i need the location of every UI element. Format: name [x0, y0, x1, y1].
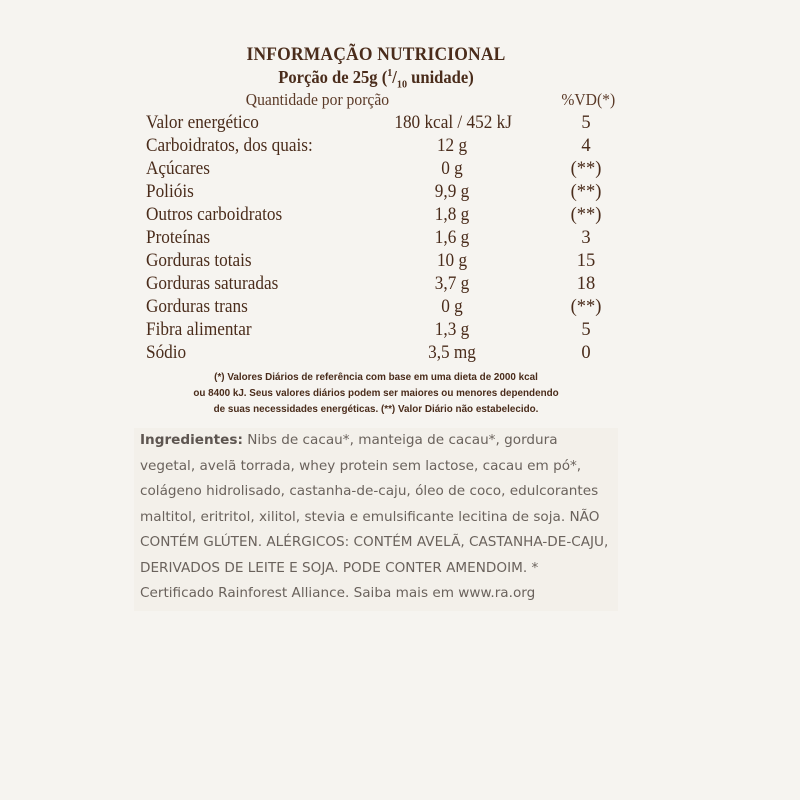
ingredients-label: Ingredientes:	[140, 432, 243, 448]
portion-suffix: unidade)	[407, 67, 474, 87]
nutrition-facts-label	[140, 44, 616, 417]
nutrient-vd: (**)	[570, 205, 602, 225]
nutrient-vd: 0	[581, 343, 591, 363]
nutrient-vd: 15	[576, 251, 596, 271]
nutrient-amount: 12 g	[436, 136, 468, 156]
portion-fraction: $^1/_{10}$	[387, 67, 408, 91]
nutrient-row	[140, 319, 612, 342]
fraction-numerator: 1	[387, 67, 393, 79]
nutrient-amount: 3,5 mg	[428, 343, 476, 363]
nutrient-row	[140, 112, 612, 135]
nutrient-row	[140, 227, 612, 250]
nutrient-row	[140, 273, 612, 296]
footnote-line: de suas necessidades energéticas. (**) Valor Diário não estabelecido.	[213, 403, 539, 415]
nutrient-name: Polióis	[146, 182, 194, 202]
nutrient-vd: 5	[581, 113, 591, 133]
quantity-header: Quantidade por porção	[245, 90, 390, 109]
nutrient-name: Outros carboidratos	[146, 205, 283, 225]
nutrient-name: Fibra alimentar	[146, 320, 252, 340]
nutrient-name: Sódio	[146, 343, 187, 363]
nutrient-amount: 10 g	[436, 251, 468, 271]
footnote	[154, 369, 598, 417]
nutrient-amount: 0 g	[441, 297, 463, 317]
column-headers	[140, 88, 616, 112]
nutrient-row	[140, 181, 612, 204]
ingredients-block	[134, 428, 618, 611]
nutrient-name: Valor energético	[146, 113, 259, 133]
nutrient-name: Açúcares	[146, 159, 211, 179]
portion-prefix: Porção de 25g (	[278, 67, 388, 87]
nutrient-table	[140, 112, 612, 365]
nutrient-amount: 9,9 g	[434, 182, 470, 202]
nutrient-vd: 18	[576, 274, 596, 294]
nutrient-name: Gorduras trans	[146, 297, 248, 317]
nutrient-vd: (**)	[570, 159, 602, 179]
nutrient-amount: 3,7 g	[434, 274, 470, 294]
nutrient-amount: 180 kcal / 452 kJ	[394, 113, 512, 133]
nutrient-name: Gorduras totais	[146, 251, 252, 271]
nutrient-row	[140, 204, 612, 227]
nutrient-amount: 1,6 g	[434, 228, 470, 248]
nutrient-amount: 1,8 g	[434, 205, 470, 225]
nutrient-vd: 5	[581, 320, 591, 340]
fraction-denominator: 10	[396, 78, 408, 91]
nutrient-vd: (**)	[570, 182, 602, 202]
nutrient-row	[140, 135, 612, 158]
nutrient-amount: 1,3 g	[434, 320, 470, 340]
nutrient-name: Gorduras saturadas	[146, 274, 279, 294]
nutrient-name: Proteínas	[146, 228, 211, 248]
footnote-line: (*) Valores Diários de referência com base em uma dieta de 2000 kcal	[214, 371, 538, 383]
nutrient-row	[140, 158, 612, 181]
footnote-line: ou 8400 kJ. Seus valores diários podem ser maiores ou menores dependendo	[193, 387, 559, 399]
nutrient-amount: 0 g	[441, 159, 463, 179]
vd-header: %VD(*)	[561, 90, 616, 109]
ingredients-text: Nibs de cacau*, manteiga de cacau*, gordura vegetal, avelã torrada, whey protein sem lactose, cacau em pó*, colágeno hidrolisado, castanha-de-caju, óleo de coco, edulcorantes maltitol, eritritol, xilitol, stevia e emulsificante lecitina de soja. NÃO CONTÉM GLÚTEN. ALÉRGICOS: CONTÉM AVELÃ, CASTANHA-DE-CAJU, DERIVADOS DE LEITE E SOJA. PODE CONTER AMENDOIM. * Certificado Rainforest Alliance. Saiba mais em www.ra.org	[140, 432, 609, 601]
nutrient-vd: 4	[581, 136, 591, 156]
nutrient-row	[140, 250, 612, 273]
nutrient-name: Carboidratos, dos quais:	[146, 136, 313, 156]
portion-size	[159, 66, 593, 91]
nutrient-vd: (**)	[570, 297, 602, 317]
nutrient-row	[140, 342, 612, 365]
nutrient-vd: 3	[581, 228, 591, 248]
nutrient-row	[140, 296, 612, 319]
label-title: INFORMAÇÃO NUTRICIONAL	[246, 44, 506, 65]
